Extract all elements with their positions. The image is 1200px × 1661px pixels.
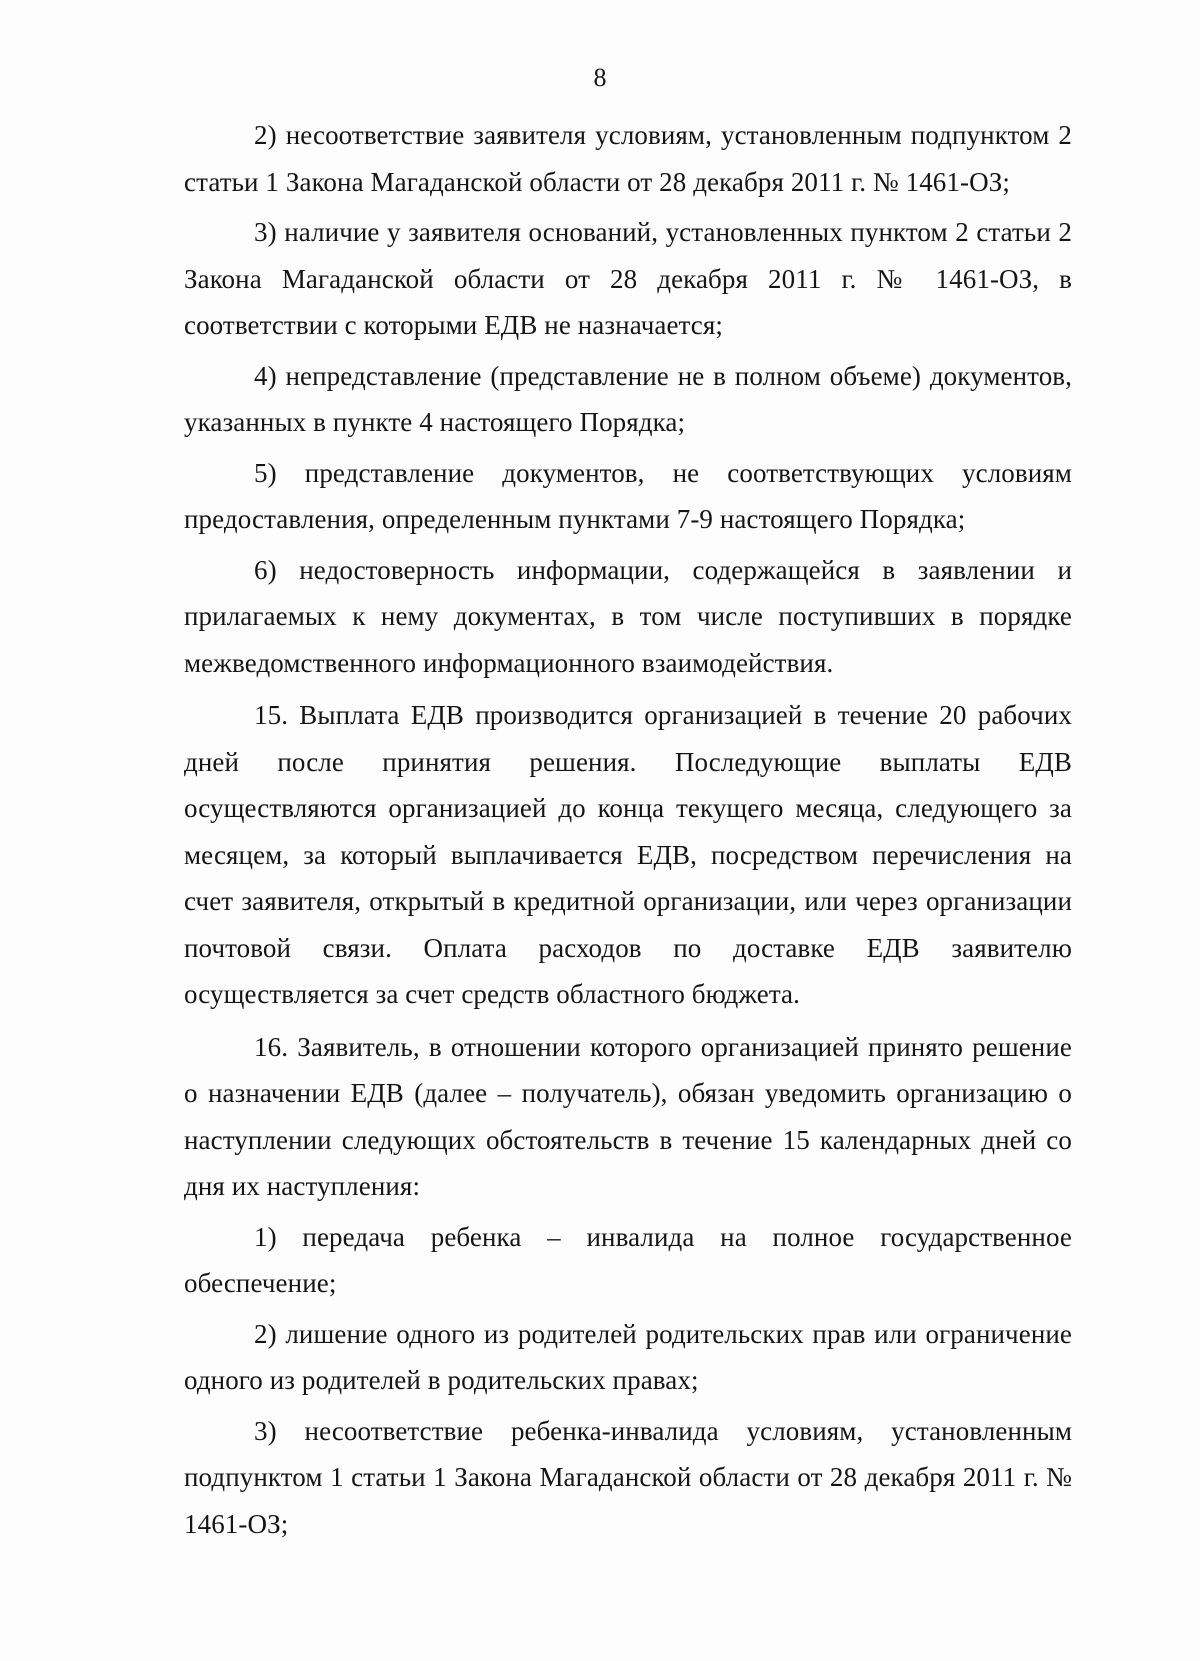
clause-15-payment: 15. Выплата ЕДВ производится организацией в течение 20 рабочих дней после принятия решения. Последующие выплаты ЕДВ осуществляются организацией до конца текущего месяца, следующего за месяцем, за который выплачивается ЕДВ, посредством перечисления на счет заявителя, открытый в кредитной организации, или через организации почтовой связи. Оплата расходов по доставке ЕДВ заявителю осуществляется за счет средств областного бюджета. bbox=[184, 700, 1072, 1009]
list-item-5-nonconforming-documents: 5) представление документов, не соответствующих условиям предоставления, определенным пунктами 7-9 настоящего Порядка; bbox=[184, 457, 1072, 534]
list-item-6-unreliable-information: 6) недостоверность информации, содержащейся в заявлении и прилагаемых к нему документах, в том числе поступивших в порядке межведомственного информационного взаимодействия. bbox=[184, 554, 1072, 678]
document-body bbox=[184, 112, 1072, 1551]
list-item-1-state-care: 1) передача ребенка – инвалида на полное государственное обеспечение; bbox=[184, 1221, 1072, 1298]
page-number: 8 bbox=[593, 63, 607, 92]
list-item-3-grounds-refusal: 3) наличие у заявителя оснований, установленных пунктом 2 статьи 2 Закона Магаданской области от 28 декабря 2011 г. № 1461-ОЗ, в соответствии с которыми ЕДВ не назначается; bbox=[184, 217, 1072, 340]
list-item-2-parental-rights: 2) лишение одного из родителей родительских прав или ограничение одного из родителей в родительских правах; bbox=[184, 1318, 1072, 1395]
list-item-2-nonconformity-applicant: 2) несоответствие заявителя условиям, установленным подпунктом 2 статьи 1 Закона Магаданской области от 28 декабря 2011 г. № 1461-ОЗ; bbox=[184, 120, 1072, 197]
clause-16-obligation-notify: 16. Заявитель, в отношении которого организацией принято решение о назначении ЕДВ (далее – получатель), обязан уведомить организацию о наступлении следующих обстоятельств в течение 15 календарных дней со дня их наступления: bbox=[184, 1031, 1072, 1201]
list-item-4-documents-not-submitted: 4) непредставление (представление не в полном объеме) документов, указанных в пункте 4 настоящего Порядка; bbox=[184, 360, 1072, 437]
list-item-3-child-nonconformity: 3) несоответствие ребенка-инвалида условиям, установленным подпунктом 1 статьи 1 Закона Магаданской области от 28 декабря 2011 г. № 1461-ОЗ; bbox=[184, 1415, 1072, 1539]
